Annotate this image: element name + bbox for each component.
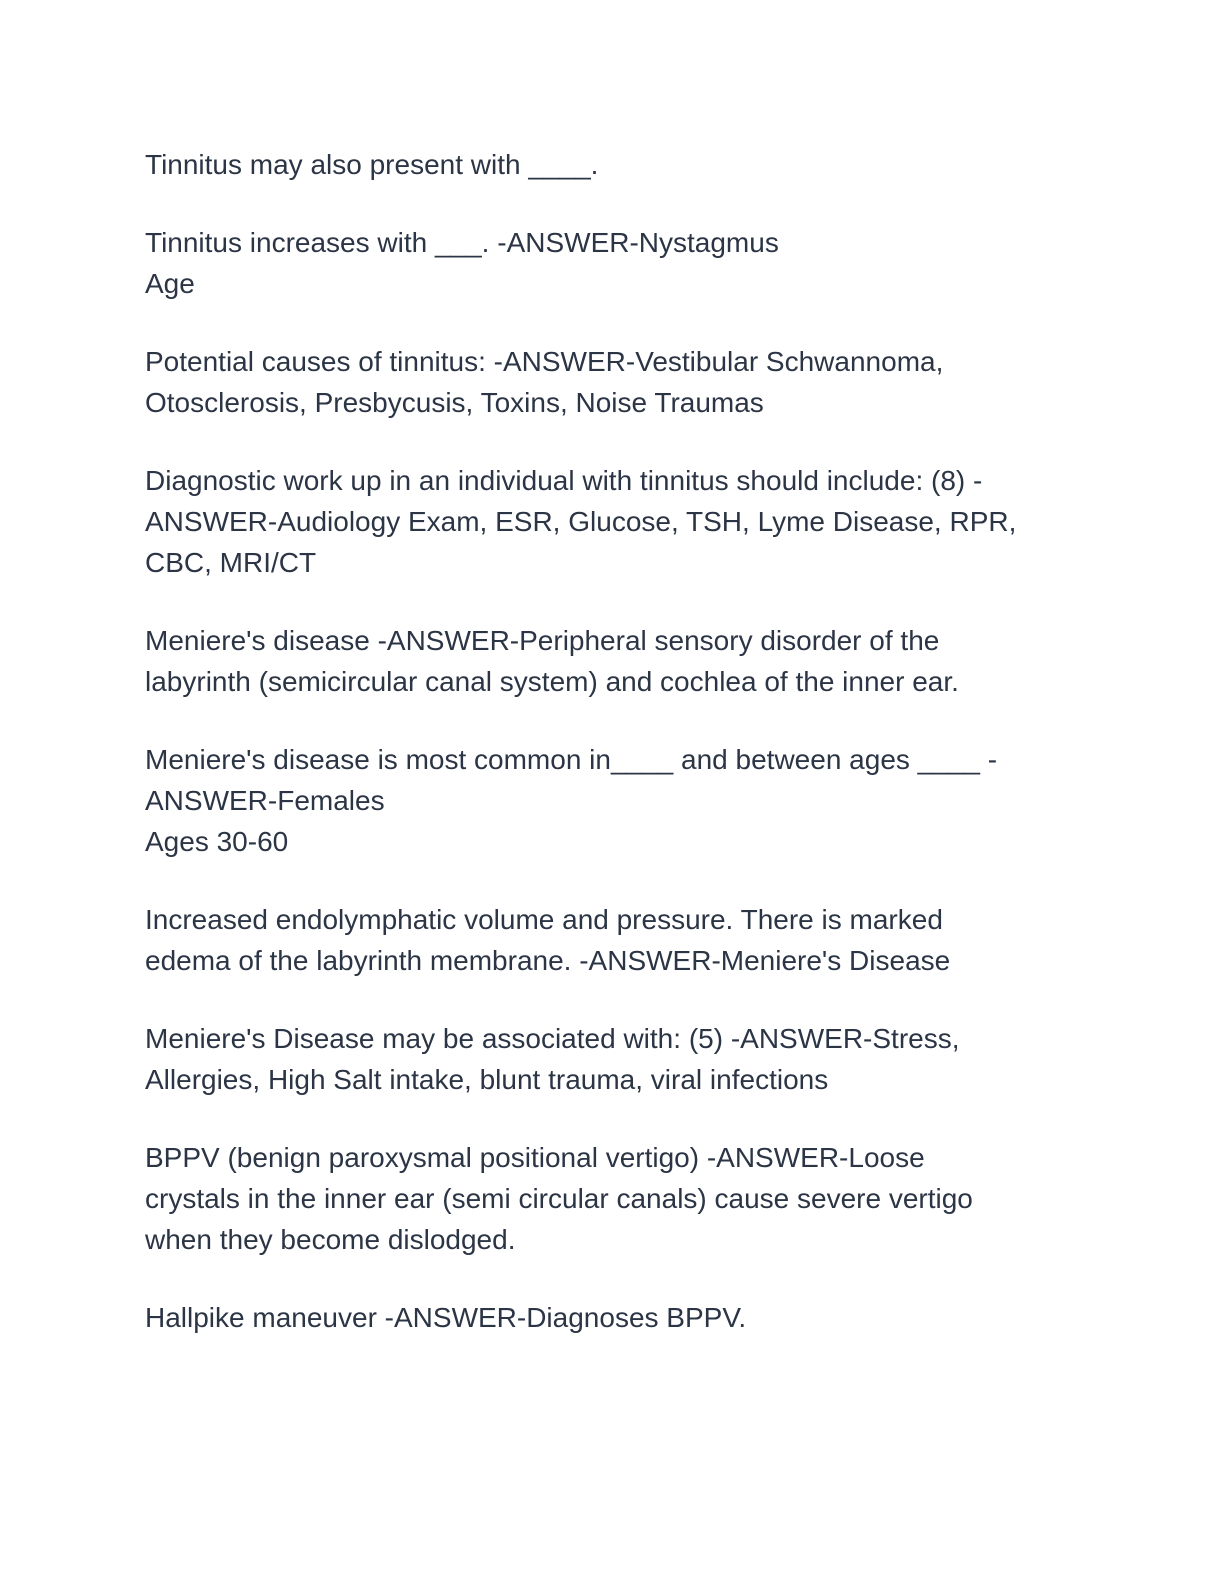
paragraph	[145, 222, 1164, 304]
text-line: Increased endolymphatic volume and pressure. There is marked	[145, 904, 943, 935]
text-line: BPPV (benign paroxysmal positional vertigo) -ANSWER-Loose	[145, 1142, 925, 1173]
text-line: Meniere's Disease may be associated with: (5) -ANSWER-Stress,	[145, 1023, 960, 1054]
text-line: Hallpike maneuver -ANSWER-Diagnoses BPPV.	[145, 1302, 747, 1333]
text-line: CBC, MRI/CT	[145, 547, 317, 578]
text-line: Otosclerosis, Presbycusis, Toxins, Noise Traumas	[145, 387, 764, 418]
text-line: Potential causes of tinnitus: -ANSWER-Vestibular Schwannoma,	[145, 346, 944, 377]
paragraph	[145, 1297, 1164, 1338]
paragraph	[145, 144, 1164, 185]
paragraph	[145, 341, 1164, 423]
text-line: crystals in the inner ear (semi circular canals) cause severe vertigo	[145, 1183, 973, 1214]
text-line: when they become dislodged.	[145, 1224, 516, 1255]
text-line: Age	[145, 268, 195, 299]
text-line: labyrinth (semicircular canal system) and cochlea of the inner ear.	[145, 666, 959, 697]
text-line: Meniere's disease -ANSWER-Peripheral sensory disorder of the	[145, 625, 940, 656]
text-line: Meniere's disease is most common in____ and between ages ____ -	[145, 744, 998, 775]
paragraph	[145, 739, 1164, 862]
text-line: Tinnitus may also present with ____.	[145, 149, 599, 180]
paragraph	[145, 460, 1164, 583]
paragraph	[145, 1137, 1164, 1260]
text-line: edema of the labyrinth membrane. -ANSWER-Meniere's Disease	[145, 945, 951, 976]
text-line: Ages 30-60	[145, 826, 289, 857]
text-line: ANSWER-Audiology Exam, ESR, Glucose, TSH, Lyme Disease, RPR,	[145, 506, 1017, 537]
paragraph	[145, 899, 1164, 981]
text-line: Diagnostic work up in an individual with tinnitus should include: (8) -	[145, 465, 983, 496]
text-line: ANSWER-Females	[145, 785, 385, 816]
text-line: Allergies, High Salt intake, blunt trauma, viral infections	[145, 1064, 829, 1095]
paragraph	[145, 620, 1164, 702]
text-line: Tinnitus increases with ___. -ANSWER-Nystagmus	[145, 227, 779, 258]
paragraph	[145, 1018, 1164, 1100]
